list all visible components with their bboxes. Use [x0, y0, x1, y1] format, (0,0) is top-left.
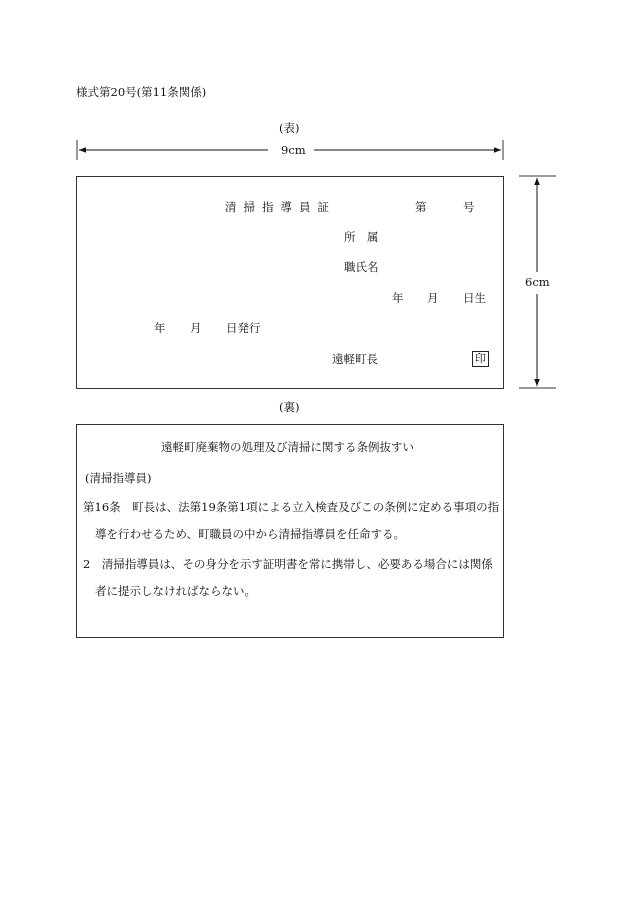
width-dimension-label: 9cm	[281, 143, 306, 157]
issuer: 遠軽町長	[332, 352, 378, 366]
paragraph-2-line-2: 者に提示しなければならない。	[95, 584, 256, 598]
birth-month: 月	[427, 291, 439, 305]
card-number-prefix: 第	[415, 200, 427, 214]
issue-day-suffix: 日発行	[226, 321, 261, 335]
card-title: 清掃指導員証	[225, 200, 336, 214]
back-label: (裏)	[279, 400, 300, 414]
birth-year: 年	[392, 291, 404, 305]
issue-month: 月	[190, 321, 202, 335]
article-16-line-2: 導を行わせるため、町職員の中から清掃指導員を任命する。	[95, 527, 406, 541]
section-heading: (清掃指導員)	[85, 471, 152, 485]
card-back	[76, 424, 504, 638]
height-dimension-label: 6cm	[525, 275, 550, 289]
issue-year: 年	[154, 321, 166, 335]
form-number: 様式第20号(第11条関係)	[76, 85, 207, 99]
seal-box	[472, 351, 489, 367]
seal-mark: 印	[472, 351, 489, 367]
ordinance-title: 遠軽町廃棄物の処理及び清掃に関する条例抜すい	[161, 440, 414, 454]
paragraph-2-line-1: 2 清掃指導員は、その身分を示す証明書を常に携帯し、必要ある場合には関係	[83, 557, 493, 571]
front-label: (表)	[279, 121, 300, 135]
birth-day-suffix: 日生	[463, 291, 486, 305]
article-16-line-1: 第16条 町長は、法第19条第1項による立入検査及びこの条例に定める事項の指	[83, 500, 500, 514]
card-front	[76, 176, 504, 389]
card-number-suffix: 号	[463, 200, 475, 214]
affiliation-label: 所 属	[344, 230, 379, 244]
name-label: 職氏名	[344, 260, 379, 274]
